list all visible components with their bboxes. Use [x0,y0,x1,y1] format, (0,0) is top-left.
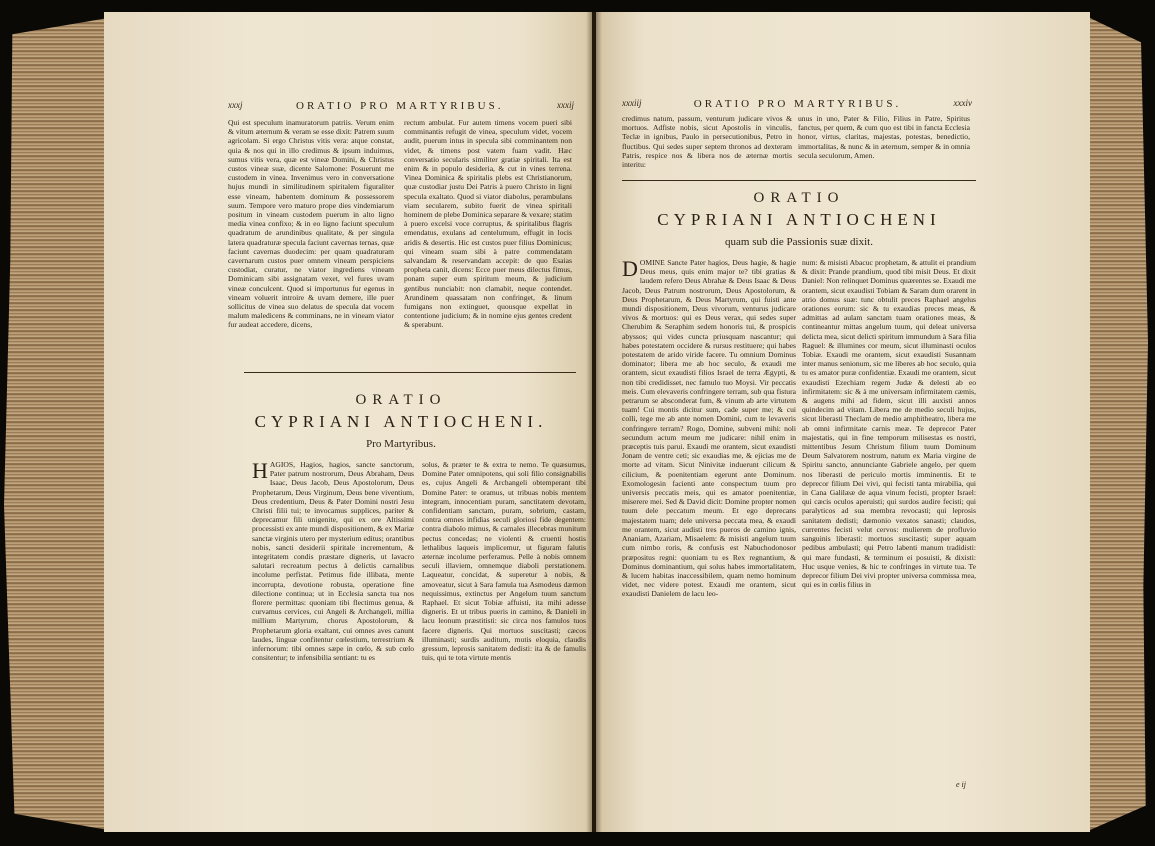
right-running-head [622,98,972,110]
left-body-text-2: solus, & præter te & extra te nemo. Te quæsumus, Domine Pater omnipotens, qui soli filio consignabilis es, cujus Angeli & Archangeli obtemperant tibi Domine Pater: te oramus, ut tribuas nobis mentem integram, innocentiam puram, sanctitatem devotam, confidentiam sanctam, puram, sobrium, castam, contra omnes infidias seculi gloriosi fide degentem: contra diabolo mimus, & carnales illecebras munitum pectus concedas; ne violenti & cruenti hostis lethalibus laqueis implicemur, ut figuram falutis æternæ incolume perferamus. Pelle à nobis omnem seculi illaviem, omnemque diaboli perstationem. Laqueatur, concidat, & superetur à nobis, & amoveatur, sicut à Sara famula tua Asmodeus dæmon nequissimus, extinctus per Angelum tuum sanctum Raphael. Et sicut Tobiæ affuisti, ita mihi adesse digneris. Et ut tribus pueris in camino, & Danieli in lacu leonum præstitisti: sic circa nos famulos tuos facere digneris. Qui mortuos suscitasti; cæcos illuminasti; surdis auditum, mutis eloquia, claudis gressum, leprosis sanitatem dedisti: ita & de famulis tuis, qui te tota virtute mentis [422,460,586,663]
left-section-title-2: CYPRIANI ANTIOCHENI. [254,412,548,431]
left-body-text-1: AGIOS, Hagios, hagios, sancte sanctorum, Pater patrum nostrorum, Deus Abraham, Deus Isaac, Deus Jacob, Deus Apostolorum, Deus Prophetarum, Deus Virginum, Deus bene viventium, Deus credentium, Deus & Pater Domini nostri Jesu Christi filii tui; te invocamus supplices, pariter & deprecamur fili unigenite, qui ex ore Altissimi processisti ex ante mundi dispositionem, & ex Mariæ sanctæ virginis utero per mysterium editus; orantibus nobis, sancti desiderii spiritale incrementum, & integritatem condis præstare digneris, ut lavacro salutari recreatum pectus à delictis carnalibus incolume perfistat. Petimus fide illibata, mente incorrupta, devotione robusta, operatione fine dilectione continua; ut in Ecclesia sancta tua nos florere permittas: quoniam tibi flectimus genua, & curvamus cervices, cui Angeli & Archangeli, millia millium Martyrum, chorus Apostolorum, & Prophetarum gloria exaltant, cui omnes aves canunt laudes, linguæ confitentur cœlestium, terrestrium & infernorum: tibi omnes sæpe in cœlo, & sub cœlo consitentur; te infensibilia sentiant: tu es [252,460,414,663]
left-top-column-1 [228,118,394,372]
right-body-text-2: num: & misisti Abacuc prophetam, & attulit ei prandium & dixit: Prande prandium, quod tibi misit Deus. Et dixit Daniel: Non relinquet Dominus quærentes se. Exaudi me orantem, sicut exaudisti Tobiam & Saram dum orarent in atrio domus suæ: tunc obtulit preces Raphael angelus orationes eorum: sic & tu exaudias preces meas, & admittas ad aulam sanctam tuam orationes meas, & contineantur mittas angelum tuum, qui deleat universa delicta mea, sicut delicti spiritum immundum à Sara filia Raguel: & illumines cor meum, sicut illuminasti oculos Tobiæ. Exaudi me orantem, sicut exaudisti Susannam inter manus senionum, sic me liberes ab hoc seculo, quia tu es amator puræ confidentiæ. Exaudi me orantem, sicut exaudisti Ezechiam regem Judæ & delesti ab eo infirmitatem: sic & à me universam infirmitatem cæmis, & augens mihi ad fidem, sicut illi auxisti annos quindecim ad vitam. Libera me de medio seculi hujus, sicut liberasti Theclam de medio amphitheatro, libera me ab omni infirmitate carnis meæ. Te deprecor Pater majestatis, qui in fine temporum milisestas es nostri, mittentibus Jesum Christum filium tuum Dominum Deum Salvatorem nostrum, natum ex Maria virgine de Spiritu sancto, annunciante Gabriele angelo, per quem nos liberasti de periculo mortis imminentis. Et te deprecor filium Dei vivi, qui fecisti tanta mirabilia, qui in Cana Galilææ de aqua vinum fecisti, propter Israel: qui cæcis oculos aperuisti; qui surdos audire fecisti; qui paralyticos ad sua membra revocasti; qui leprosis sanitatem dedisti; dæmonio vexatos sanasti; claudos, currentes fecisti velut cervos: mulierem de profluvio sanguinis liberasti: mortuos suscitasti; super aquam pedibus ambulasti; qui Petro labenti manum tradidisti: qui mare fundasti, & terminum ei posuisti, & dixisti: Huc usque venies, & hic te confringes in virtute tua. Te deprecor filium Dei vivi propter universa commissa mea, qui es in cœlis filius in [802,258,976,590]
left-page [104,12,592,832]
left-top-text-2: rectum ambulat. Fur autem timens vocem pueri sibi comminantis refugit de vinea, speculum videt, vocem audit, puerum intus in specula sibi comminantem non videt, & timens post vatem fuam vadit. Hæc conversatio secularis similiter gratiæ spiritali. Ita est enim & in populo desideria, & cut in vines terrena. Vinea Dominica & spiritalis plebs est Christianorum, quæ custodiar justu Dei Patris à puero Christo in ligni specula exaltato. Quod si viator diabolus, perambulans viam secularem, subito fuerit de vinea spiritali hominem de plebe Dominica separare & vexare; statim à puero excelsi voce corruptus, & spiritalibus flagris emendatus, exulans ad centelumum, effugit in locis aridis & desertis. Hic est custos puer filius Dominicus; qui vineam suam sibi à patre commendatam salvandam & reservandam accepit: de quo Esaias propheta canit, dicens: Ecce puer meus dilectus fimus, ponam super eum spiritum meum, & judicium gentibus nunciabit: non clamabit, neque contendet. Arundinem quassatam non confringet, & linum fumigans non extinguet, quousque expellat in contentione judicium; & in nomine ejus gentes credent & sperabunt. [404,118,572,330]
left-body-column-1 [252,460,414,808]
left-body-column-2 [422,460,586,808]
right-section-rule [622,180,976,181]
left-section-subtitle: Pro Martyribus. [366,438,436,450]
book-gutter [586,12,602,832]
left-page-number: xxxj [228,100,243,110]
left-running-head [228,100,574,112]
right-dropcap: D [622,256,638,281]
right-signature-mark: e ij [956,780,966,789]
right-top-column-2 [798,114,970,176]
right-section-title-2: CYPRIANI ANTIOCHENI [657,210,941,229]
right-body-column-2 [802,258,976,780]
right-page-number-right: xxxiv [953,98,972,108]
right-page-edges [1090,18,1148,830]
right-page [596,12,1090,832]
right-top-text-1: credimus natum, passum, venturum judicare vivos & mortuos. Adfiste nobis, sicut Apostolis in vinculis, Teclæ in ignibus, Paulo in persecutionibus, Petro in fluctibus. Qui sedes super septem thronos ad dexteram Patris, respice nos & libera nos de æternæ mortis interitu: [622,114,792,170]
right-top-text-2: unus in uno, Pater & Filio, Filius in Patre, Spiritus fanctus, per quem, & cum quo est tibi in fancta Ecclesia honor, virtus, claritas, majestas, potestas, benedictio, immortalitas, & nunc & in æternum, semper & in omnia secula seculorum, Amen. [798,114,970,160]
left-top-column-2 [404,118,572,372]
right-running-head-title: ORATIO PRO MARTYRIBUS. [693,98,902,110]
right-top-column-1 [622,114,792,176]
right-section-title-1: ORATIO [753,190,845,206]
left-section-rule [244,372,576,373]
left-page-edges [4,18,108,830]
left-page-number-right: xxxij [557,100,574,110]
left-top-text-1: Qui est speculum inamuratorum patriis. Verum enim & vitum æternum & veram se esse dixit: Patrem suum agricolam. Si ergo Christus vitis vera: atque constat, quia & nos qui in illo credimus & ipsum induimus, sumus vitis vera, quæ est vineæ Domini, & Christus custos vineæ suæ, dicente Salomone: Posuerunt me custodem in vinea. Invenimus vero in conversatione hujus mundi in similitudinem spiritalem figuraliter esse vineam, habentem dominum & possessorem suum. Tempore vero maturo prope dies vindemiarum positum in vineam custodem puerum in alto ligno media vinea confixo; & in eo ligno faciunt speculum quadratum de arundinibus qualitate, & per singula latera quadraturæ specula faciunt cavernas ternas, quæ faciunt cavernas duodecim: per quam quadraturam cavernarum custos puer omnem vineam perspiciens custodiat, curatur, ne viator ingrediens vineam Dominicam sibi assignatam vexet, vel fures uvam vineæ conculcent. Quod si importunus fur egenus in vineam voluerit introire & uvam demere, ille puer sollicitus de vinea suo delatus de specula dat vocem malum maledicens & comminans, ne in vineam viator fur audeat accedere, dicens, [228,118,394,330]
left-running-head-title: ORATIO PRO MARTYRIBUS. [296,100,504,112]
right-section-subtitle: quam sub die Passionis suæ dixit. [725,236,873,248]
left-dropcap: H [252,458,268,483]
right-page-number: xxxiij [622,98,642,108]
right-body-column-1 [622,258,796,780]
right-body-text-1: OMINE Sancte Pater hagios, Deus hagie, & hagie Deus meus, quis enim major te? tibi gratias & laudem refero Deus Abrahæ & Deus Isaac & Deus Jacob, Deus Patrum nostrorum, Deus Apostolorum, & Deus Prophetarum, & Deus Martyrum, qui fuisti ante mundi dispositionem, Deus vivorum, venturus judicare vivos & mortuos: qui es Deus verax, qui sedes super Cherubim & Seraphim sedem honoris tui, & prospicis abyssos; qui vides cuncta priusquam nascantur; qui habes potestatem occidere & rursus restituere; qui habes potestatem de arido viride facere. Tu omnium Dominus dominator; libera me ab hoc seculo, & exaudi me orantem, sicut exaudisti filios Israel de terra Ægypti, & non tibi credidisset, nec famulo tuo Moysi. Vir peccatis meis. Cum elevaveris confringere terram, sub qua fistura petrarum se absconderat fum, & vinum ab arte virtutem tuam! Cui montis dicitur sum, cade super me; & cui colli, tege me ab ante nomen Domini, cum te levaveris confringere terram? Rogo, Domine, subveni mihi: noli secundum actum meum me judicare: nihil enim in præceptis tuis parui. Exaudi me orantem, sicut exaudisti Jonam de ventre ceti; sic exaudias me, & ejicias me de morte ad vitam. Sicut Ninivitæ induerunt cilicum & cilicium, & poenitentiam egerunt ante Dominum. Exomologesin facienti ante conspectum tuum pro universis peccatis meis, qui es amator poenitentiæ, miserere mei. Sed & David dicit: Domine propter nomen tuum dele peccatum meum. Et ego deprecans majestatem tuam; dele universa peccata mea, & exaudi me orantem, sicut audisti tres pueros de camino ignis, Ananiam, Azariam, Misaelem: & misisti angelum tuum cum nimbo roris, & confusis est Nabuchodonosor præpositus regni: quoniam tu es Rex regnantium, & Dominus dominantium, qui solus habes immortalitatem, & lucem habitas inaccessibilem, quam nemo hominum videt, nec videre potest. Exaudi me orantem, sicut exaudisti Danielem de lacu leo- [622,258,796,599]
left-section-title-1: ORATIO [355,392,447,408]
